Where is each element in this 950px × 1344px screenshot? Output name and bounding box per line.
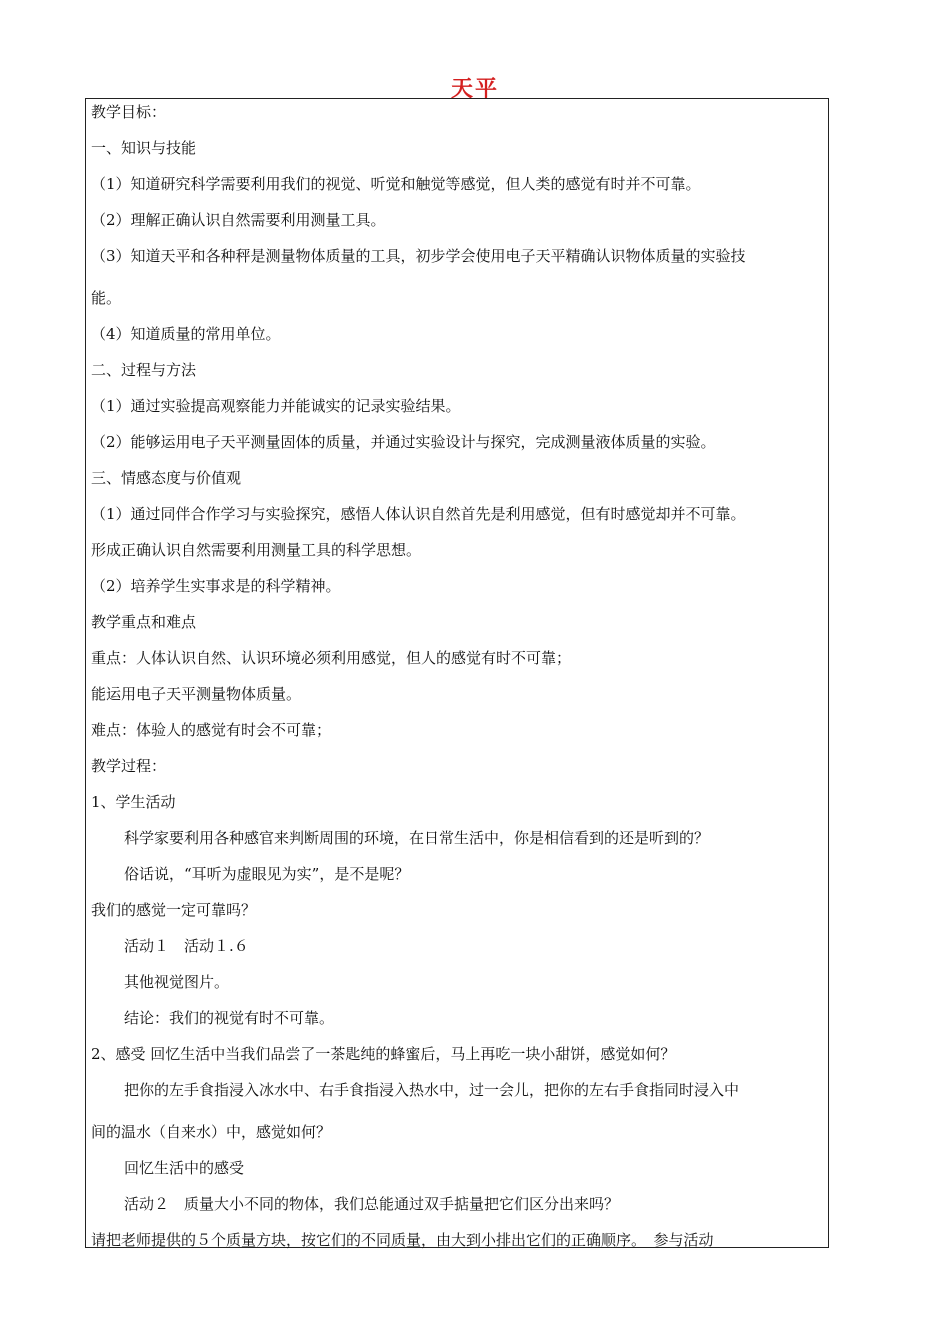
document-title: 天平 — [450, 77, 499, 102]
text-line: 间的温水（自来水）中，感觉如何？ — [91, 1123, 332, 1141]
section-heading: 教学过程： — [91, 757, 167, 775]
section-heading: 二、过程与方法 — [91, 361, 197, 379]
text-line: 科学家要利用各种感官来判断周围的环境，在日常生活中，你是相信看到的还是听到的？ — [124, 829, 710, 847]
text-line: （3）知道天平和各种秤是测量物体质量的工具，初步学会使用电子天平精确认识物体质量的实验技 — [91, 247, 746, 265]
text-line: 俗话说，“耳听为虚眼见为实”，是不是呢？ — [124, 865, 410, 883]
text-line: （1）知道研究科学需要利用我们的视觉、听觉和触觉等感觉，但人类的感觉有时并不可靠。 — [91, 175, 701, 193]
text-line: 重点：人体认识自然、认识环境必须利用感觉，但人的感觉有时不可靠； — [91, 649, 572, 667]
lesson-plan-text — [91, 102, 823, 1266]
text-line: （2）理解正确认识自然需要利用测量工具。 — [91, 211, 386, 229]
text-line: 结论：我们的视觉有时不可靠。 — [124, 1009, 335, 1027]
lesson-plan-box — [85, 98, 829, 1248]
text-line: （1）通过同伴合作学习与实验探究，感悟人体认识自然首先是利用感觉，但有时感觉却并不可靠。 — [91, 505, 746, 523]
text-line: 能运用电子天平测量物体质量。 — [91, 685, 302, 703]
text-line: （2）能够运用电子天平测量固体的质量，并通过实验设计与探究，完成测量液体质量的实验。 — [91, 433, 716, 451]
text-line: 2、感受 回忆生活中当我们品尝了一茶匙纯的蜂蜜后，马上再吃一块小甜饼，感觉如何？ — [91, 1045, 676, 1063]
text-line: 形成正确认识自然需要利用测量工具的科学思想。 — [91, 541, 422, 559]
text-line: （1）通过实验提高观察能力并能诚实的记录实验结果。 — [91, 397, 461, 415]
section-heading: 三、情感态度与价值观 — [91, 469, 242, 487]
text-line: （2）培养学生实事求是的科学精神。 — [91, 577, 341, 595]
text-line: 其他视觉图片。 — [124, 973, 230, 991]
text-line: 回忆生活中的感受 — [124, 1159, 245, 1177]
section-heading: 一、知识与技能 — [91, 139, 197, 157]
text-line: （4）知道质量的常用单位。 — [91, 325, 281, 343]
section-heading: 1、学生活动 — [91, 793, 176, 811]
text-line: 请把老师提供的５个质量方块，按它们的不同质量，由大到小排出它们的正确顺序。 参与活动 — [91, 1231, 714, 1249]
text-line: 活动１ 活动１.６ — [124, 937, 249, 955]
section-heading: 教学目标： — [91, 103, 167, 121]
text-line: 活动２ 质量大小不同的物体，我们总能通过双手掂量把它们区分出来吗？ — [124, 1195, 620, 1213]
text-line: 能。 — [91, 289, 122, 307]
text-line: 把你的左手食指浸入冰水中、右手食指浸入热水中，过一会儿，把你的左右手食指同时浸入中 — [124, 1081, 740, 1099]
text-line: 我们的感觉一定可靠吗？ — [91, 901, 257, 919]
text-line: 难点：体验人的感觉有时会不可靠； — [91, 721, 332, 739]
section-heading: 教学重点和难点 — [91, 613, 197, 631]
